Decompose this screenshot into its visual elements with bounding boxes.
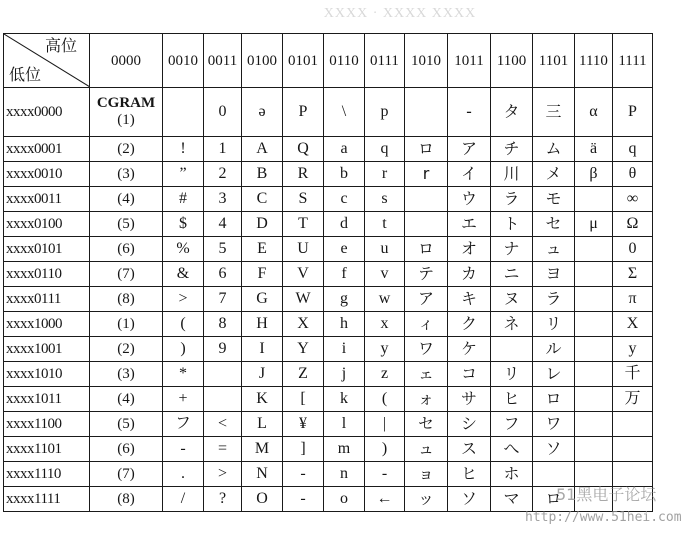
header-row <box>4 34 653 88</box>
cgram-cell <box>90 287 163 312</box>
char-cell: 三 <box>533 88 575 137</box>
cgram-text: (1) <box>117 315 135 332</box>
cgram-text: (8) <box>117 290 135 307</box>
char-cell: リ <box>533 312 575 337</box>
char-cell: X <box>283 312 324 337</box>
char-cell: O <box>242 487 283 512</box>
char-cell: N <box>242 462 283 487</box>
cgram-text: (1) <box>117 112 135 128</box>
char-cell <box>575 262 613 287</box>
cgram-cell <box>90 162 163 187</box>
row-label: xxxx0011 <box>4 187 90 212</box>
column-header: 1011 <box>448 34 491 88</box>
char-cell: L <box>242 412 283 437</box>
char-cell <box>491 337 533 362</box>
char-cell: K <box>242 387 283 412</box>
char-cell <box>575 412 613 437</box>
table-row <box>4 437 653 462</box>
row-label: xxxx1110 <box>4 462 90 487</box>
char-cell: 4 <box>204 212 242 237</box>
row-label: xxxx0111 <box>4 287 90 312</box>
char-cell: ) <box>365 437 405 462</box>
char-cell: β <box>575 162 613 187</box>
char-cell <box>405 187 448 212</box>
char-cell: G <box>242 287 283 312</box>
char-cell: H <box>242 312 283 337</box>
char-cell: w <box>365 287 405 312</box>
column-header: 0101 <box>283 34 324 88</box>
cgram-text: (3) <box>117 365 135 382</box>
char-cell: π <box>613 287 653 312</box>
char-cell: マ <box>491 487 533 512</box>
char-cell: j <box>324 362 365 387</box>
high-bits-label: 高位 <box>44 36 77 55</box>
column-header: 1111 <box>613 34 653 88</box>
cgram-cell <box>90 387 163 412</box>
cgram-cell <box>90 212 163 237</box>
cgram-cell <box>90 362 163 387</box>
char-cell: s <box>365 187 405 212</box>
char-cell: I <box>242 337 283 362</box>
char-cell: T <box>283 212 324 237</box>
char-cell: ル <box>533 337 575 362</box>
char-cell: 6 <box>204 262 242 287</box>
table-row <box>4 337 653 362</box>
table-row <box>4 237 653 262</box>
char-cell: S <box>283 187 324 212</box>
char-cell: タ <box>491 88 533 137</box>
char-cell: ト <box>491 212 533 237</box>
char-cell: t <box>365 212 405 237</box>
column-header: 0111 <box>365 34 405 88</box>
cgram-text: (8) <box>117 490 135 507</box>
column-header: 0100 <box>242 34 283 88</box>
char-cell <box>575 312 613 337</box>
char-cell: ヒ <box>491 387 533 412</box>
cgram-text: (3) <box>117 165 135 182</box>
char-cell: r <box>405 162 448 187</box>
char-cell: ¥ <box>283 412 324 437</box>
char-cell: ク <box>448 312 491 337</box>
cgram-text: (4) <box>117 190 135 207</box>
table-row <box>4 362 653 387</box>
table-row <box>4 287 653 312</box>
char-cell <box>575 237 613 262</box>
char-cell: ュ <box>405 437 448 462</box>
char-cell: W <box>283 287 324 312</box>
row-label: xxxx0101 <box>4 237 90 262</box>
char-cell: ロ <box>533 487 575 512</box>
char-cell <box>575 337 613 362</box>
char-cell: 1 <box>204 137 242 162</box>
table-row <box>4 88 653 137</box>
char-cell: ( <box>365 387 405 412</box>
char-cell <box>163 88 204 137</box>
char-cell: Y <box>283 337 324 362</box>
char-cell: h <box>324 312 365 337</box>
char-cell: 0 <box>204 88 242 137</box>
char-cell: ム <box>533 137 575 162</box>
char-cell: ∞ <box>613 187 653 212</box>
char-cell <box>575 362 613 387</box>
cgram-cell <box>90 88 163 137</box>
char-cell: ヒ <box>448 462 491 487</box>
char-cell: ケ <box>448 337 491 362</box>
char-cell <box>405 212 448 237</box>
char-cell: ス <box>448 437 491 462</box>
char-cell: モ <box>533 187 575 212</box>
char-cell: \ <box>324 88 365 137</box>
char-cell: コ <box>448 362 491 387</box>
char-cell: サ <box>448 387 491 412</box>
char-cell: メ <box>533 162 575 187</box>
char-cell: - <box>283 487 324 512</box>
char-cell: y <box>365 337 405 362</box>
char-cell: = <box>204 437 242 462</box>
cgram-cell <box>90 137 163 162</box>
char-cell: a <box>324 137 365 162</box>
char-cell: P <box>613 88 653 137</box>
char-cell: テ <box>405 262 448 287</box>
char-cell: J <box>242 362 283 387</box>
char-cell: リ <box>491 362 533 387</box>
row-label: xxxx0110 <box>4 262 90 287</box>
char-cell: ä <box>575 137 613 162</box>
table-row <box>4 162 653 187</box>
column-header: 1101 <box>533 34 575 88</box>
row-label: xxxx0000 <box>4 88 90 137</box>
char-cell: > <box>163 287 204 312</box>
column-header: 0010 <box>163 34 204 88</box>
char-cell: ソ <box>448 487 491 512</box>
char-cell: ォ <box>405 387 448 412</box>
cgram-cell <box>90 462 163 487</box>
char-cell: - <box>163 437 204 462</box>
char-cell: n <box>324 462 365 487</box>
char-cell: レ <box>533 362 575 387</box>
watermark-url: http://www.51hei.com <box>525 510 682 525</box>
char-cell: へ <box>491 437 533 462</box>
char-cell: M <box>242 437 283 462</box>
char-cell: V <box>283 262 324 287</box>
char-cell: d <box>324 212 365 237</box>
char-cell: ” <box>163 162 204 187</box>
char-cell: 0 <box>613 237 653 262</box>
char-cell <box>613 437 653 462</box>
char-cell: ア <box>405 287 448 312</box>
char-cell: フ <box>163 412 204 437</box>
cgram-cell <box>90 312 163 337</box>
cgram-cell <box>90 437 163 462</box>
char-cell: セ <box>533 212 575 237</box>
char-cell: P <box>283 88 324 137</box>
row-label: xxxx1101 <box>4 437 90 462</box>
char-cell: 9 <box>204 337 242 362</box>
cgram-cell <box>90 187 163 212</box>
char-cell: カ <box>448 262 491 287</box>
char-cell: ネ <box>491 312 533 337</box>
char-cell: e <box>324 237 365 262</box>
char-cell: . <box>163 462 204 487</box>
char-cell: b <box>324 162 365 187</box>
char-cell: イ <box>448 162 491 187</box>
char-cell: f <box>324 262 365 287</box>
char-cell: ア <box>448 137 491 162</box>
char-cell: / <box>163 487 204 512</box>
char-cell: ュ <box>533 237 575 262</box>
char-cell: ラ <box>491 187 533 212</box>
cgram-text: (5) <box>117 215 135 232</box>
low-bits-label: 低位 <box>9 65 42 84</box>
char-cell: o <box>324 487 365 512</box>
char-cell: ラ <box>533 287 575 312</box>
table-row <box>4 212 653 237</box>
char-cell <box>405 88 448 137</box>
char-cell: A <box>242 137 283 162</box>
char-cell: α <box>575 88 613 137</box>
char-cell: X <box>613 312 653 337</box>
char-cell: Z <box>283 362 324 387</box>
column-header: 0110 <box>324 34 365 88</box>
cgram-text: (5) <box>117 415 135 432</box>
char-cell: ワ <box>405 337 448 362</box>
cgram-cell <box>90 262 163 287</box>
cgram-text: (6) <box>117 240 135 257</box>
column-header: 0000 <box>90 34 163 88</box>
char-cell: ナ <box>491 237 533 262</box>
row-label: xxxx0001 <box>4 137 90 162</box>
cgram-cell <box>90 487 163 512</box>
char-cell: μ <box>575 212 613 237</box>
char-cell: 5 <box>204 237 242 262</box>
cgram-cell <box>90 337 163 362</box>
char-cell: D <box>242 212 283 237</box>
table-row <box>4 187 653 212</box>
char-cell: フ <box>491 412 533 437</box>
row-label: xxxx0010 <box>4 162 90 187</box>
char-cell: E <box>242 237 283 262</box>
char-cell: 2 <box>204 162 242 187</box>
char-cell: ヨ <box>533 262 575 287</box>
char-cell: ニ <box>491 262 533 287</box>
row-label: xxxx1111 <box>4 487 90 512</box>
char-cell: ッ <box>405 487 448 512</box>
row-label: xxxx1001 <box>4 337 90 362</box>
char-cell: ← <box>365 487 405 512</box>
char-cell: 千 <box>613 362 653 387</box>
char-cell: [ <box>283 387 324 412</box>
table-row <box>4 137 653 162</box>
cgram-cell <box>90 237 163 262</box>
char-cell: v <box>365 262 405 287</box>
char-cell <box>575 387 613 412</box>
char-cell: ロ <box>405 137 448 162</box>
char-cell: ə <box>242 88 283 137</box>
char-cell: C <box>242 187 283 212</box>
char-cell: z <box>365 362 405 387</box>
table-row <box>4 387 653 412</box>
char-cell: q <box>613 137 653 162</box>
char-cell <box>204 362 242 387</box>
char-cell: ] <box>283 437 324 462</box>
cgram-text: (7) <box>117 465 135 482</box>
char-cell: 3 <box>204 187 242 212</box>
corner-header-cell <box>4 34 90 88</box>
char-cell: x <box>365 312 405 337</box>
char-cell: ホ <box>491 462 533 487</box>
char-cell: m <box>324 437 365 462</box>
char-cell: c <box>324 187 365 212</box>
row-label: xxxx1011 <box>4 387 90 412</box>
char-cell <box>613 412 653 437</box>
char-cell: l <box>324 412 365 437</box>
char-cell: y <box>613 337 653 362</box>
char-cell: B <box>242 162 283 187</box>
char-cell: キ <box>448 287 491 312</box>
char-cell: p <box>365 88 405 137</box>
char-cell <box>575 187 613 212</box>
char-cell: % <box>163 237 204 262</box>
char-cell: ウ <box>448 187 491 212</box>
char-cell: < <box>204 412 242 437</box>
char-cell: Σ <box>613 262 653 287</box>
char-cell: Q <box>283 137 324 162</box>
column-header: 1010 <box>405 34 448 88</box>
char-cell: - <box>365 462 405 487</box>
char-cell: ロ <box>405 237 448 262</box>
char-cell: セ <box>405 412 448 437</box>
char-cell: Ω <box>613 212 653 237</box>
char-cell: 7 <box>204 287 242 312</box>
char-cell: F <box>242 262 283 287</box>
char-cell: ロ <box>533 387 575 412</box>
char-cell: ? <box>204 487 242 512</box>
char-cell: $ <box>163 212 204 237</box>
row-label: xxxx0100 <box>4 212 90 237</box>
char-cell: g <box>324 287 365 312</box>
character-code-table <box>3 33 653 512</box>
table-row <box>4 412 653 437</box>
char-cell: ! <box>163 137 204 162</box>
char-cell: エ <box>448 212 491 237</box>
char-cell: ) <box>163 337 204 362</box>
table-row <box>4 312 653 337</box>
char-cell: u <box>365 237 405 262</box>
char-cell: i <box>324 337 365 362</box>
row-label: xxxx1000 <box>4 312 90 337</box>
column-header: 0011 <box>204 34 242 88</box>
cgram-text: (4) <box>117 390 135 407</box>
char-cell: ィ <box>405 312 448 337</box>
char-cell: シ <box>448 412 491 437</box>
cgram-text: (6) <box>117 440 135 457</box>
cgram-text: (2) <box>117 140 135 157</box>
char-cell: R <box>283 162 324 187</box>
column-header: 1110 <box>575 34 613 88</box>
char-cell: θ <box>613 162 653 187</box>
char-cell: r <box>365 162 405 187</box>
char-cell: ェ <box>405 362 448 387</box>
char-cell: | <box>365 412 405 437</box>
char-cell: オ <box>448 237 491 262</box>
char-cell: ヌ <box>491 287 533 312</box>
char-cell: 万 <box>613 387 653 412</box>
char-cell: # <box>163 187 204 212</box>
row-label: xxxx1100 <box>4 412 90 437</box>
cgram-cell <box>90 412 163 437</box>
char-cell: k <box>324 387 365 412</box>
char-cell: + <box>163 387 204 412</box>
char-cell: ョ <box>405 462 448 487</box>
char-cell: ( <box>163 312 204 337</box>
char-cell: q <box>365 137 405 162</box>
char-cell <box>204 387 242 412</box>
char-cell: - <box>448 88 491 137</box>
char-cell <box>575 437 613 462</box>
row-label: xxxx1010 <box>4 362 90 387</box>
char-cell: * <box>163 362 204 387</box>
char-cell: チ <box>491 137 533 162</box>
char-cell: ソ <box>533 437 575 462</box>
watermark-site-name: 51黑电子论坛 <box>556 485 657 504</box>
char-cell: 川 <box>491 162 533 187</box>
cgram-text: (2) <box>117 340 135 357</box>
cgram-text: (7) <box>117 265 135 282</box>
char-cell <box>575 287 613 312</box>
char-cell: > <box>204 462 242 487</box>
cgram-text: CGRAM <box>96 95 156 111</box>
column-header: 1100 <box>491 34 533 88</box>
char-cell: & <box>163 262 204 287</box>
char-cell: U <box>283 237 324 262</box>
char-cell: ワ <box>533 412 575 437</box>
table-row <box>4 262 653 287</box>
char-cell: 8 <box>204 312 242 337</box>
faint-background-heading: XXXX · XXXX XXXX <box>323 6 477 21</box>
char-cell: - <box>283 462 324 487</box>
